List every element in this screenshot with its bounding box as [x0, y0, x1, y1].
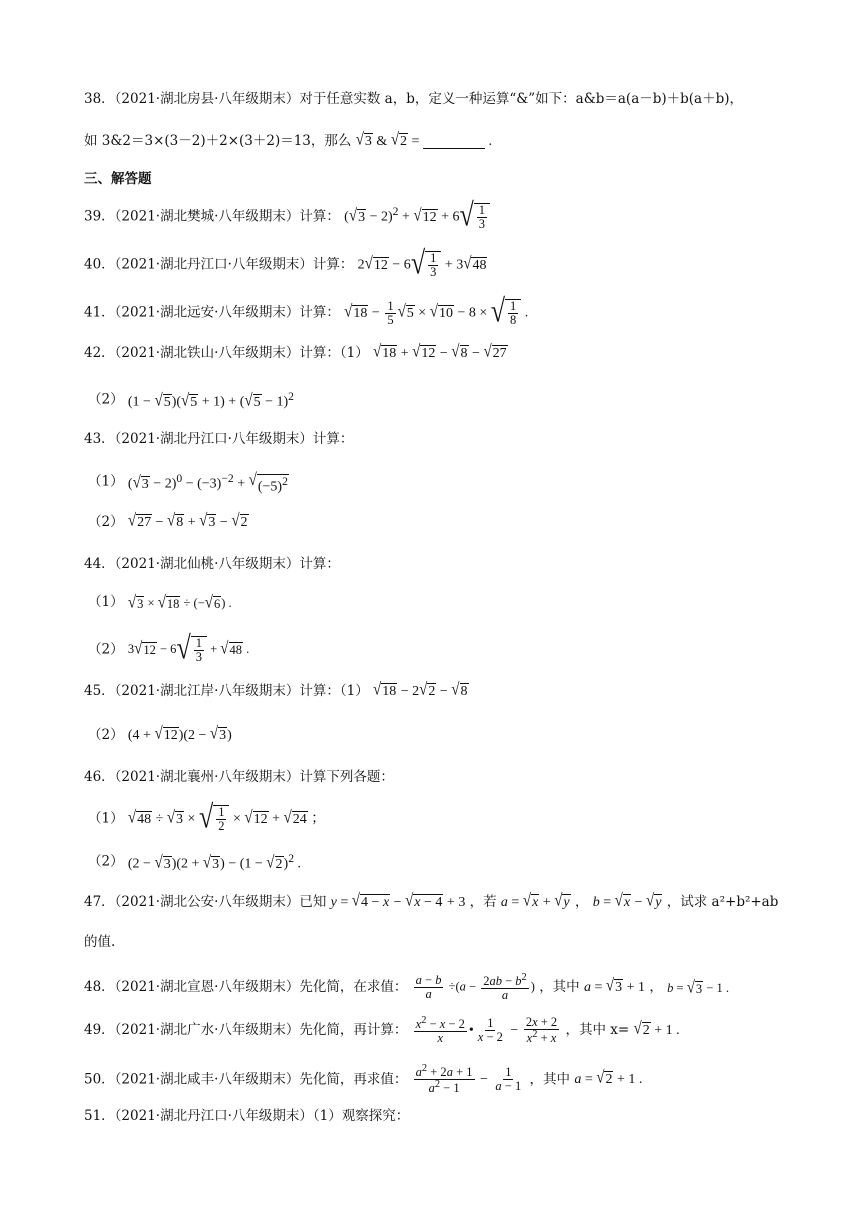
question-43-expression-2: √ 27 − √ 8 + √ 3 − √ 2 — [127, 511, 248, 530]
connector-text: ， — [649, 979, 663, 996]
connector-text: ，其中 — [529, 1071, 571, 1088]
question-40 — [84, 244, 790, 282]
question-44-part-1 — [88, 592, 790, 613]
part-label: （2） — [88, 391, 124, 408]
question-44-label: 44．（2021·湖北仙桃·八年级期末）计算： — [84, 556, 340, 572]
question-48-label: 48．（2021·湖北宣恩·八年级期末）先化简，在求值： — [84, 979, 408, 996]
question-44 — [84, 554, 790, 574]
question-40-label: 40．（2021·湖北丹江口·八年级期末）计算： — [84, 256, 354, 273]
question-42-expression-2: (1 − √ 5 )( √ 5 + 1) + ( √ 5 − 1)$^2$ — [127, 390, 294, 410]
question-43-expression-1: ( √ 3 − $2)^0 - (-3)^{-2}$ + √ $(-5)^2$ — [127, 470, 288, 495]
question-43-part-2 — [88, 512, 790, 533]
question-47-line2: 的值. — [84, 934, 116, 950]
question-46-expression-1: √ 48 ÷ √ 3 × √ $\frac{1}{2}$ × √ 12 + √ 24 ； — [127, 798, 326, 836]
question-47-line1 — [84, 892, 790, 913]
question-48-condition-b: b = √ 3 − 1 . — [667, 978, 729, 998]
part-label: （2） — [88, 853, 124, 870]
question-45-label: 45．（2021·湖北江岸·八年级期末）计算：（1） — [84, 683, 369, 699]
part-label: （1） — [88, 810, 124, 827]
connector-text: ，其中 x= — [565, 1022, 630, 1039]
part-label: （2） — [88, 641, 124, 658]
question-46 — [84, 767, 790, 787]
question-47-expression-y: y = √ 4 − x − √ x − 4 + 3 — [330, 891, 466, 910]
question-47-label: 47．（2021·湖北公安·八年级期末）已知 — [84, 894, 327, 910]
question-41-expression: √ 18 − $\frac{1}{5}$ √ 5 × √ 10 − 8 × √ $\frac{1}{8}$ . — [344, 292, 529, 330]
question-42-expression-1: √ 18 + √ 12 − √ 8 − √ 27 — [373, 342, 507, 361]
question-48-condition-a: a = √ 3 + 1 — [583, 976, 646, 995]
question-41-label: 41．（2021·湖北远安·八年级期末）计算： — [84, 304, 340, 321]
question-39-expression: ( √ 3 − 2)$^2$ + √ 12 + 6 √ $\frac{1}{3}$ — [344, 202, 490, 232]
question-49-label: 49．（2021·湖北广水·八年级期末）先化简，再计算： — [84, 1022, 408, 1039]
question-39-label: 39．（2021·湖北樊城·八年级期末）计算： — [84, 208, 340, 225]
question-46-expression-2: (2 − √ 3 )(2 + √ 3 ) − (1 − √ 2 )$^2$ . — [127, 852, 302, 872]
question-48 — [84, 973, 790, 1002]
question-38-example: 如 3&2＝3×(3－2)＋2×(3＋2)＝13，那么 — [84, 133, 352, 149]
question-49 — [84, 1016, 790, 1045]
question-46-part-1 — [88, 798, 790, 836]
question-45-expression-1: √ 18 − 2 √ 2 − √ 8 — [373, 680, 468, 699]
sqrt2-radical: √ 2 — [390, 130, 408, 149]
question-43-label: 43．（2021·湖北丹江口·八年级期末）计算： — [84, 431, 354, 447]
question-41 — [84, 292, 790, 330]
question-40-expression: 2 √ 12 − 6 √ $\frac{1}{3}$ + 3 √ 48 — [357, 244, 487, 282]
question-42-part-2 — [88, 387, 790, 413]
question-48-expression: $\frac{a - b}{a}$ ÷(a − $\frac{2ab - b^2}{a}$ ) — [415, 972, 535, 1003]
sqrt3-radical: √ 3 — [355, 130, 372, 149]
question-45 — [84, 681, 790, 702]
question-44-expression-2: 3 √ 12 − 6 √ $\frac{1}{3}$ + √ 48 . — [127, 629, 250, 667]
question-47-expression-b: b = √ x − √ y — [592, 891, 662, 910]
section-heading: 三、解答题 — [84, 171, 152, 187]
question-39 — [84, 197, 790, 234]
question-50-expression: $\frac{a^2 + 2a + 1}{a^2 - 1}$ − $\frac{1}{a - 1}$ — [415, 1063, 522, 1096]
question-51-label: 51．（2021·湖北丹江口·八年级期末）（1）观察探究： — [84, 1108, 410, 1124]
answer-blank — [423, 134, 485, 149]
part-label: （1） — [88, 594, 124, 610]
question-43-part-1 — [88, 469, 790, 495]
question-38-expression: √ 3 & √ 2 = . — [355, 130, 492, 149]
question-50 — [84, 1064, 790, 1096]
connector-text: ，其中 — [539, 979, 580, 996]
question-50-condition: a = √ 2 + 1 . — [574, 1068, 643, 1088]
question-50-label: 50．（2021·湖北咸丰·八年级期末）先化简，再求值： — [84, 1071, 408, 1088]
connector-text: ，若 — [469, 894, 497, 910]
question-44-expression-1: √ 3 × √ 18 ÷ (− √ 6 ) . — [127, 593, 232, 613]
question-45-expression-2: (4 + √ 12 )(2 − √ 3 ) — [127, 724, 232, 743]
question-51 — [84, 1106, 790, 1126]
part-label: （1） — [88, 473, 124, 490]
question-47-tail: ，试求 a²+b²+ab — [666, 894, 779, 910]
question-38-line1 — [84, 89, 790, 109]
question-44-part-2 — [88, 629, 790, 667]
connector-text: ， — [574, 894, 589, 910]
question-46-part-2 — [88, 849, 790, 875]
question-47-expression-a: a = √ x + √ y — [500, 891, 570, 910]
part-label: （2） — [88, 727, 124, 743]
question-49-expression: $\frac{x^2 - x - 2}{x}$ • $\frac{1}{x - 2}$ − $\frac{2x + 2}{x^2 + x}$ — [415, 1015, 558, 1046]
question-42 — [84, 343, 790, 364]
question-46-label: 46．（2021·湖北襄州·八年级期末）计算下列各题： — [84, 769, 394, 785]
question-45-part-2 — [88, 725, 790, 746]
part-label: （2） — [88, 514, 124, 530]
question-43 — [84, 429, 790, 449]
question-49-condition: √ 2 + 1 . — [633, 1019, 680, 1038]
question-38-text: 38．（2021·湖北房县·八年级期末）对于任意实数 a，b，定义一种运算“&”如下：a&b＝a(a－b)＋b(a＋b)， — [84, 91, 744, 107]
question-42-label: 42．（2021·湖北铁山·八年级期末）计算：（1） — [84, 345, 369, 361]
question-38-line2 — [84, 131, 790, 152]
